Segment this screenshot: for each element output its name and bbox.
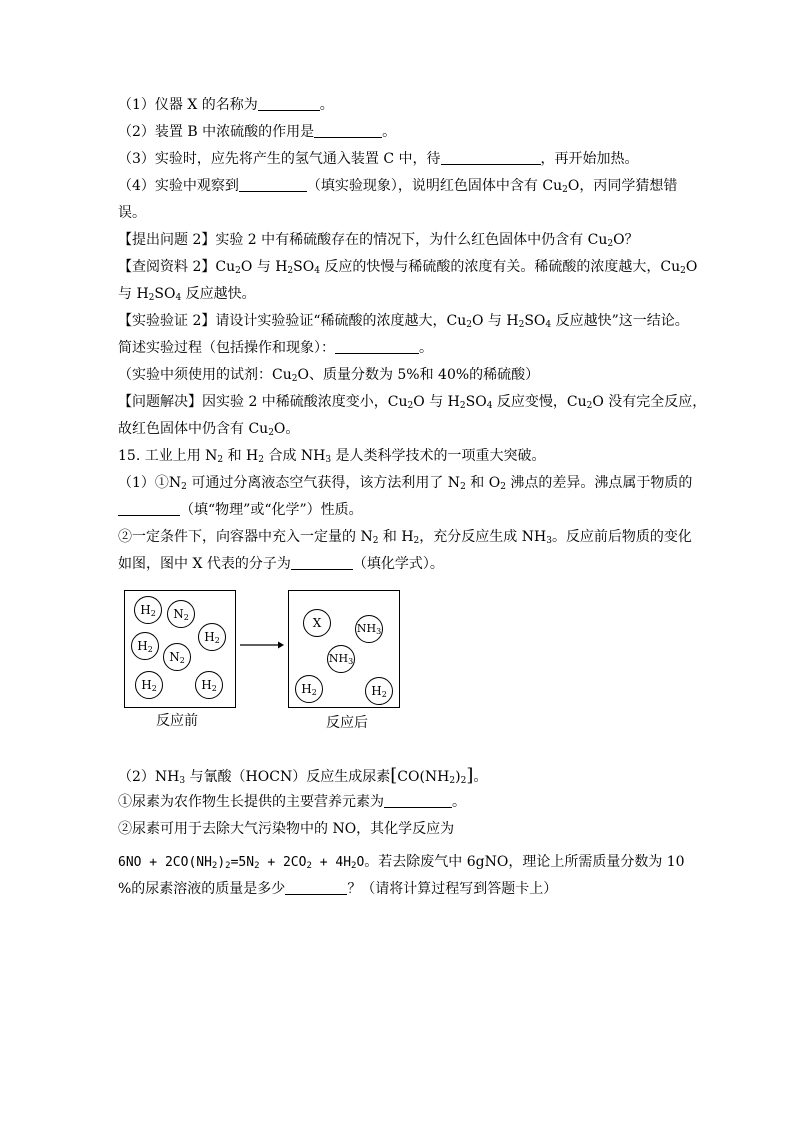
answer-blank[interactable] <box>239 175 307 192</box>
q14-part4: （4）实验中观察到 （填实验现象），说明红色固体中含有 $Cu_2O$，丙同学猜想错 <box>118 173 678 200</box>
reference-2-wrap: 与 $H_2SO_4$ 反应越快。 <box>118 286 256 303</box>
q14-part3: （3）实验时，应先将产生的氢气通入装置 C 中，待 ，再开始加热。 <box>118 146 678 173</box>
q15-part2a: ①尿素为农作物生长提供的主要营养元素为 。 <box>118 789 678 816</box>
answer-blank[interactable] <box>384 791 452 808</box>
molecule-h2: $H_2$ <box>134 596 162 624</box>
q15-part1a-wrap: （填“物理”或“化学”）性质。 <box>118 497 678 524</box>
urea-formula: $[CO(NH_2)_2]$ <box>390 765 474 786</box>
after-container <box>288 590 400 708</box>
solution-2: 【问题解决】因实验 2 中稀硫酸浓度变小，$Cu_2O$ 与 $H_2SO_4$ 反应变慢，$Cu_2O$ 没有完全反应， <box>118 394 707 411</box>
reaction-arrow-icon <box>240 640 284 650</box>
molecule-h2: $H_2$ <box>131 632 159 660</box>
solution-2-wrap: 故红色固体中仍含有 $Cu_2O$。 <box>118 421 300 438</box>
question-2: 【提出问题 2】实验 2 中有稀硫酸存在的情况下，为什么红色固体中仍含有 $Cu_2O$？ <box>118 232 639 249</box>
chemical-equation: $6NO + 2CO(NH_2)_2=5N_2 + 2CO_2 + 4H_2O$ <box>118 855 365 871</box>
reference-2: 【查阅资料 2】$Cu_2O$ 与 $H_2SO_4$ 反应的快慢与稀硫酸的浓度有关。稀硫酸的浓度越大，$Cu_2O$ <box>118 259 698 276</box>
molecule-h2: $H_2$ <box>135 671 163 699</box>
q15-title: 15. 工业上用 $N_2$ 和 $H_2$ 合成 $NH_3$ 是人类科学技术的一项重大突破。 <box>118 448 546 465</box>
answer-blank[interactable] <box>285 878 347 895</box>
q14-part2: （2）装置 B 中浓硫酸的作用是 。 <box>118 119 678 146</box>
q15-part1b: ②一定条件下，向容器中充入一定量的 $N_2$ 和 $H_2$，充分反应生成 $NH_3$。反应前后物质的变化 <box>118 529 692 546</box>
verification-2-reagents: （实验中须使用的试剂：$Cu_2O$、质量分数为 5%和 40%的稀硫酸） <box>118 367 540 384</box>
verification-2-process: 简述实验过程（包括操作和现象）： 。 <box>118 335 678 362</box>
verification-2: 【实验验证 2】请设计实验验证“稀硫酸的浓度越大，$Cu_2O$ 与 $H_2SO_4$ 反应越快”这一结论。 <box>118 313 689 330</box>
molecule-nh3: $NH_3$ <box>327 645 355 673</box>
molecule-n2: $N_2$ <box>167 600 195 628</box>
answer-blank[interactable] <box>441 148 541 165</box>
answer-blank[interactable] <box>335 337 419 354</box>
molecule-h2: $H_2$ <box>198 623 226 651</box>
before-label: 反应前 <box>156 713 198 729</box>
q14-part1: （1）仪器 X 的名称为 。 <box>118 92 678 119</box>
molecule-n2: $N_2$ <box>163 643 191 671</box>
answer-blank[interactable] <box>118 499 180 516</box>
after-label: 反应后 <box>326 715 368 731</box>
molecule-h2: $H_2$ <box>365 677 393 705</box>
answer-blank[interactable] <box>291 553 353 570</box>
reaction-figure <box>118 584 678 762</box>
q14-part4-wrap: 误。 <box>118 205 146 221</box>
molecule-h2: $H_2$ <box>195 671 223 699</box>
q15-final: %的尿素溶液的质量是多少 ？（请将计算过程写到答题卡上） <box>118 876 678 903</box>
molecule-h2: $H_2$ <box>295 675 323 703</box>
document-page <box>118 92 707 903</box>
answer-blank[interactable] <box>314 121 382 138</box>
q15-equation: $6NO + 2CO(NH_2)_2=5N_2 + 2CO_2 + 4H_2O$。若去除废气中 6gNO，理论上所需质量分数为 10 <box>118 854 685 871</box>
before-container <box>124 590 236 708</box>
q15-part2b: ②尿素可用于去除大气污染物中的 NO，其化学反应为 <box>118 821 455 837</box>
q15-part2: $(2)NH_3$ 与氰酸（HOCN）反应生成尿素$[CO(NH_2)_2]$。 <box>118 765 488 786</box>
molecule-nh3: $NH_3$ <box>355 615 383 643</box>
answer-blank[interactable] <box>258 94 320 111</box>
q15-part1b-wrap: 如图，图中 X 代表的分子为 （填化学式）。 <box>118 551 678 578</box>
molecule-x: X <box>303 609 331 637</box>
q15-part1a: $(1)①N_2$ 可通过分离液态空气获得，该方法利用了 $N_2$ 和 $O_2$ 沸点的差异。沸点属于物质的 <box>118 475 693 492</box>
